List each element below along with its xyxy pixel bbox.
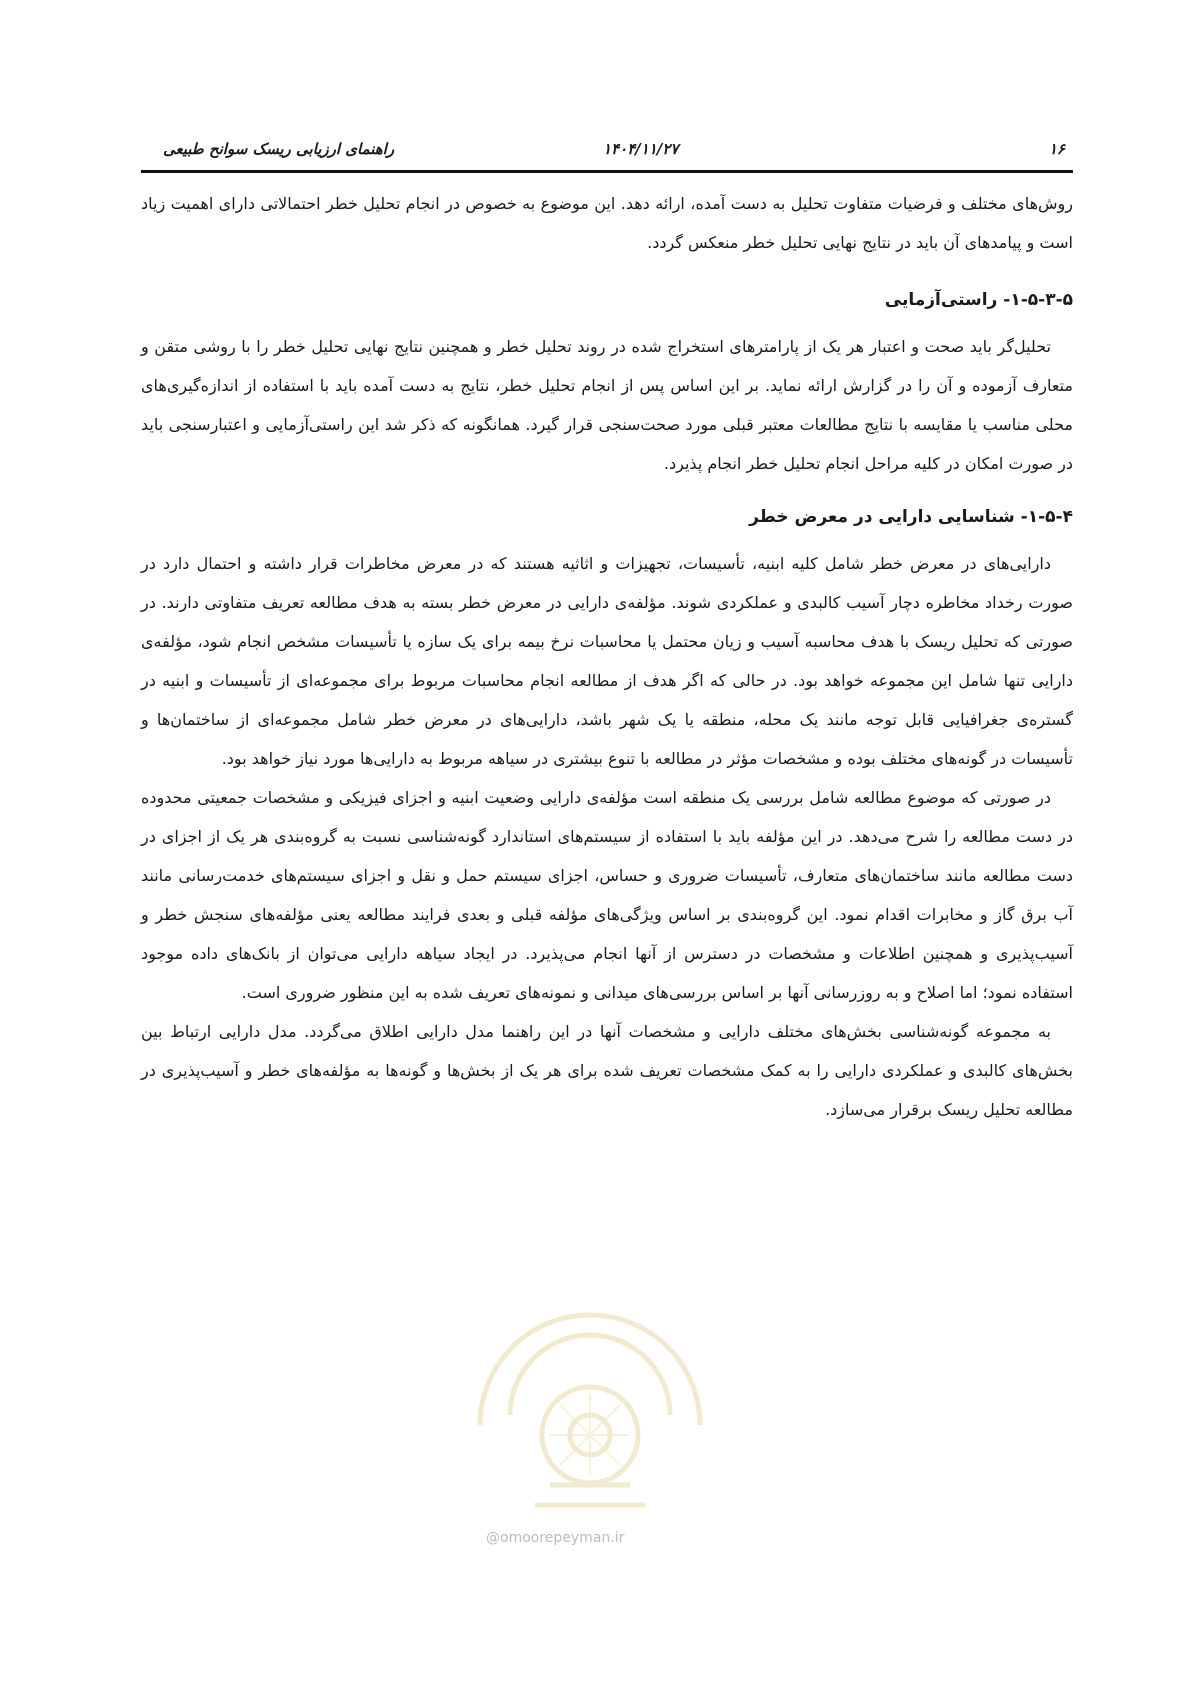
- intro-paragraph: روش‌های مختلف و فرضیات متفاوت تحلیل به دست آمده، ارائه دهد. این موضوع به خصوص در انجام تحلیل خطر احتمالاتی دارای اهمیت زیاد است و پیامدهای آن باید در نتایج نهایی تحلیل خطر منعکس گردد.: [141, 194, 1073, 252]
- verification-paragraph: تحلیل‌گر باید صحت و اعتبار هر یک از پارامترهای استخراج شده در روند تحلیل خطر و همچنین نتایج نهایی تحلیل خطر را با روشی متقن و متعارف آزموده و آن را در گزارش ارائه نماید. بر این اساس پس از انجام تحلیل خطر، نتایج به دست آمده باید با استفاده از اندازه‌گیری‌های محلی مناسب یا مقایسه با نتایج مطالعات معتبر قبلی مورد صحت‌سنجی قرار گیرد. همانگونه که ذکر شد این راستی‌آزمایی و اعتبارسنجی باید در صورت امکان در کلیه مراحل انجام تحلیل خطر انجام پذیرد.: [141, 337, 1073, 473]
- watermark-text: @omoorepeyman.ir: [486, 1530, 625, 1546]
- asset-paragraph-1: دارایی‌های در معرض خطر شامل کلیه ابنیه، تأسیسات، تجهیزات و اثاثیه هستند که در معرض مخاطرات قرار داشته و احتمال دارد در صورت رخداد مخاطره دچار آسیب کالبدی و عملکردی شوند. مؤلفه‌ی دارایی در معرض خطر بسته به هدف مطالعه تعریف متفاوتی دارند. در صورتی که تحلیل ریسک با هدف محاسبه آسیب و زیان محتمل یا محاسبات نرخ بیمه برای یک سازه یا تأسیسات مشخص انجام شود، مؤلفه‌ی دارایی تنها شامل این مجموعه خواهد بود. در حالی که اگر هدف از مطالعه انجام محاسبات مربوط برای مجموعه‌ای از تأسیسات و ابنیه در گستره‌ی جغرافیایی قابل توجه مانند یک محله، منطقه یا یک شهر باشد، دارایی‌های در معرض خطر شامل مجموعه‌ای از ساختمان‌ها و تأسیسات در گونه‌های مختلف بوده و مشخصات مؤثر در مطالعه با تنوع بیشتری در سیاهه مربوط به دارایی‌ها مورد نیاز خواهد بود.: [141, 554, 1073, 768]
- page-number: ۱۶: [1048, 140, 1065, 158]
- asset-paragraph-2: در صورتی که موضوع مطالعه شامل بررسی یک منطقه است مؤلفه‌ی دارایی وضعیت ابنیه و اجزای فیزیکی و مشخصات جمعیتی محدوده در دست مطالعه را شرح می‌دهد. در این مؤلفه باید با استفاده از سیستم‌های استاندارد گونه‌شناسی نسبت به گروه‌بندی هر یک از اجزای در دست مطالعه مانند ساختمان‌های متعارف، تأسیسات ضروری و حساس، اجزای سیستم حمل و نقل و اجزای سیستم‌های خدمت‌رسانی مانند آب برق گاز و مخابرات اقدام نمود. این گروه‌بندی بر اساس ویژگی‌های مؤلفه قبلی و بعدی فرایند مطالعه یعنی مؤلفه‌های سنجش خطر و آسیب‌پذیری و همچنین اطلاعات و مشخصات در دسترس از آنها انجام می‌پذیرد. در ایجاد سیاهه دارایی می‌توان از بانک‌های داده موجود استفاده نمود؛ اما اصلاح و به روزرسانی آنها بر اساس بررسی‌های میدانی و نمونه‌های تعریف شده به این منظور ضروری است.: [141, 788, 1073, 1002]
- section-heading-asset-identification: ۱-۵-۴- شناسایی دارایی در معرض خطر: [749, 507, 1073, 527]
- asset-paragraph-3: به مجموعه گونه‌شناسی بخش‌های مختلف دارایی و مشخصات آنها در این راهنما مدل دارایی اطلاق می‌گردد. مدل دارایی ارتباط بین بخش‌های کالبدی و عملکردی دارایی را به کمک مشخصات تعریف شده برای هر یک از بخش‌ها و گونه‌ها به مؤلفه‌های خطر و آسیب‌پذیری در مطالعه تحلیل ریسک برقرار می‌سازد.: [141, 1022, 1073, 1119]
- page-header: [141, 136, 1073, 173]
- header-date: ۱۴۰۴/۱۱/۲۷: [603, 140, 679, 158]
- section-heading-verification: ۱-۵-۳-۵- راستی‌آزمایی: [884, 290, 1073, 310]
- page-body: [141, 184, 1073, 1129]
- watermark-seal-icon: [440, 1275, 740, 1545]
- header-title: راهنمای ارزیابی ریسک سوانح طبیعی: [163, 140, 395, 158]
